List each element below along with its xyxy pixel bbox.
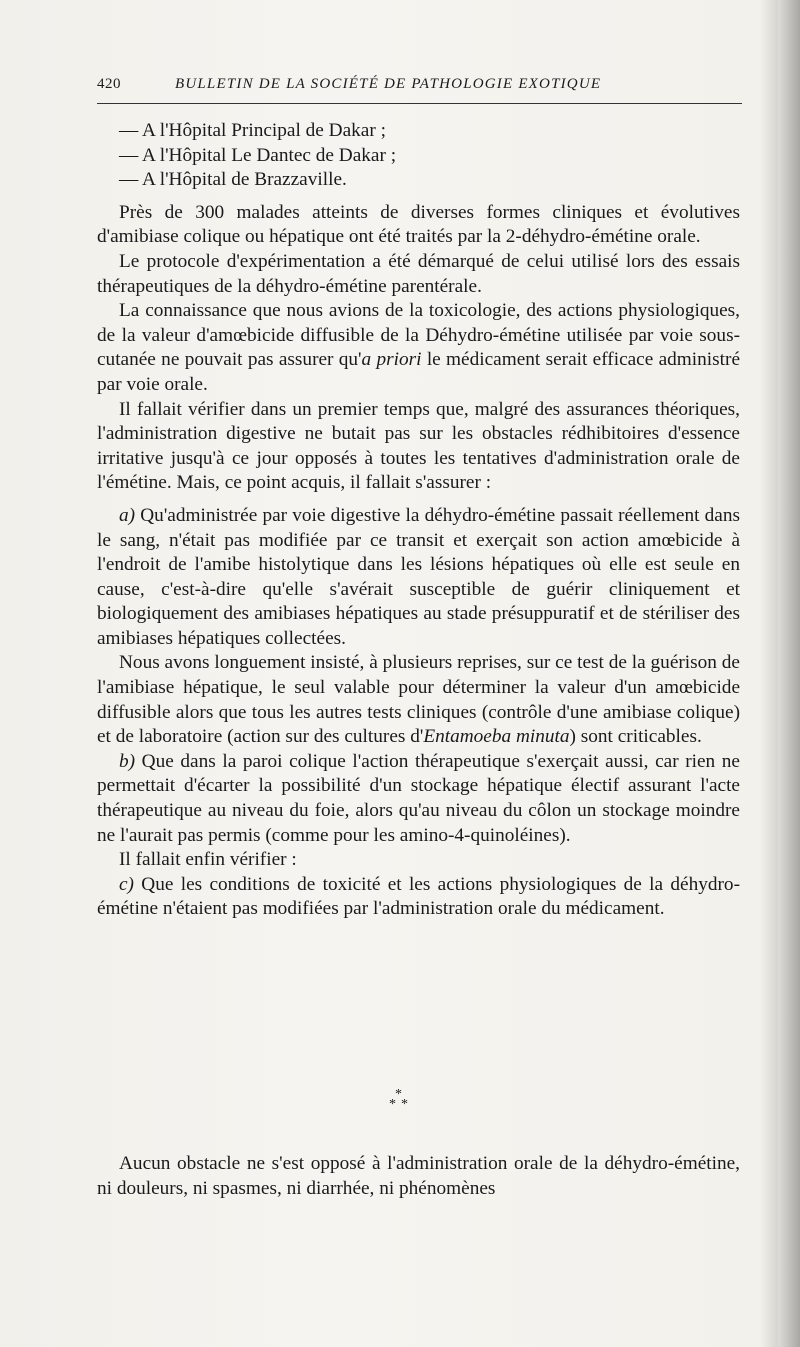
star-glyph: * bbox=[395, 1087, 402, 1102]
paragraph: Le protocole d'expérimentation a été démarqué de celui utilisé lors des essais thérapeutiques de la déhydro-émétine parentérale. bbox=[97, 250, 740, 297]
list-marker: a) bbox=[119, 504, 136, 526]
paragraph-b bbox=[97, 750, 740, 848]
header-rule bbox=[97, 103, 742, 104]
body-text bbox=[97, 119, 740, 922]
italic-text: a priori bbox=[361, 349, 422, 371]
text: Nous avons longuement insisté, à plusieurs reprises, sur ce test de la guérison de l'amibiase hépatique, le seul valable pour déterminer la valeur d'un amœbicide diffusible alors que tous les autres tests cliniques (contrôle d'une amibiase colique) et de laboratoire (action sur des cultures d' bbox=[97, 652, 740, 748]
star-glyph: * bbox=[401, 1097, 408, 1112]
paragraph: Aucun obstacle ne s'est opposé à l'administration orale de la déhydro-émétine, ni douleurs, ni spasmes, ni diarrhée, ni phénomènes bbox=[97, 1153, 740, 1199]
text: Que dans la paroi colique l'action thérapeutique s'exerçait aussi, car rien ne permettait d'écarter la possibilité d'un stockage hépatique électif assurant l'acte thérapeutique au niveau du foie, alors qu'au niveau du côlon un stockage moindre ne l'aurait pas permis (comme pour les amino-4-quinoléines). bbox=[97, 750, 740, 846]
text: La connaissance que nous avions de la toxicologie, des actions physiologiques, de la valeur d'amœbicide diffusible de la Déhydro-émétine utilisée par voie sous-cutanée ne pouvait pas assurer qu' bbox=[97, 300, 740, 371]
page-number: 420 bbox=[97, 76, 121, 92]
final-paragraph bbox=[97, 1152, 740, 1201]
section-separator bbox=[380, 1088, 420, 1116]
list-marker: b) bbox=[119, 750, 136, 772]
running-title: BULLETIN DE LA SOCIÉTÉ DE PATHOLOGIE EXOTIQUE bbox=[175, 76, 602, 92]
paragraph: Près de 300 malades atteints de diverses formes cliniques et évolutives d'amibiase colique ou hépatique ont été traités par la 2-déhydro-émétine orale. bbox=[97, 201, 740, 248]
paragraph: Il fallait enfin vérifier : bbox=[119, 849, 297, 871]
list-marker: c) bbox=[119, 873, 134, 895]
paragraph-a bbox=[97, 504, 740, 652]
italic-text: Entamoeba minuta bbox=[423, 726, 570, 748]
paragraph-c bbox=[97, 873, 740, 922]
page-edge-shadow bbox=[778, 0, 800, 1347]
text: ) sont criticables. bbox=[569, 726, 702, 748]
star-glyph: * bbox=[389, 1097, 396, 1112]
list-item: — A l'Hôpital Principal de Dakar ; bbox=[119, 120, 386, 141]
paragraph bbox=[97, 299, 740, 397]
paragraph: Il fallait vérifier dans un premier temps que, malgré des assurances théoriques, l'administration digestive ne butait pas sur les obstacles rédhibitoires d'essence irritative jusqu'à ce jour opposés à toutes les tentatives d'administration orale de l'émétine. Mais, ce point acquis, il fallait s'assurer : bbox=[97, 398, 740, 494]
list-item: — A l'Hôpital Le Dantec de Dakar ; bbox=[119, 144, 397, 166]
list-item: — A l'Hôpital de Brazzaville. bbox=[119, 169, 347, 191]
text: Qu'administrée par voie digestive la déhydro-émétine passait réellement dans le sang, n'était pas modifiée par ce transit et exerçait son action amœbicide à l'endroit de l'amibe histolytique dans les lésions hépatiques où elle est seule en cause, c'est-à-dire qu'elle s'avérait susceptible de guérir cliniquement et biologiquement des amibiases hépatiques au stade présuppuratif et de stériliser des amibiases hépatiques collectées. bbox=[97, 504, 740, 649]
text: le médicament serait efficace administré par voie orale. bbox=[97, 349, 741, 395]
paragraph bbox=[97, 651, 740, 749]
running-header bbox=[97, 76, 742, 102]
text: Que les conditions de toxicité et les actions physiologiques de la déhydro-émétine n'étaient pas modifiées par l'administration orale du médicament. bbox=[97, 873, 740, 920]
